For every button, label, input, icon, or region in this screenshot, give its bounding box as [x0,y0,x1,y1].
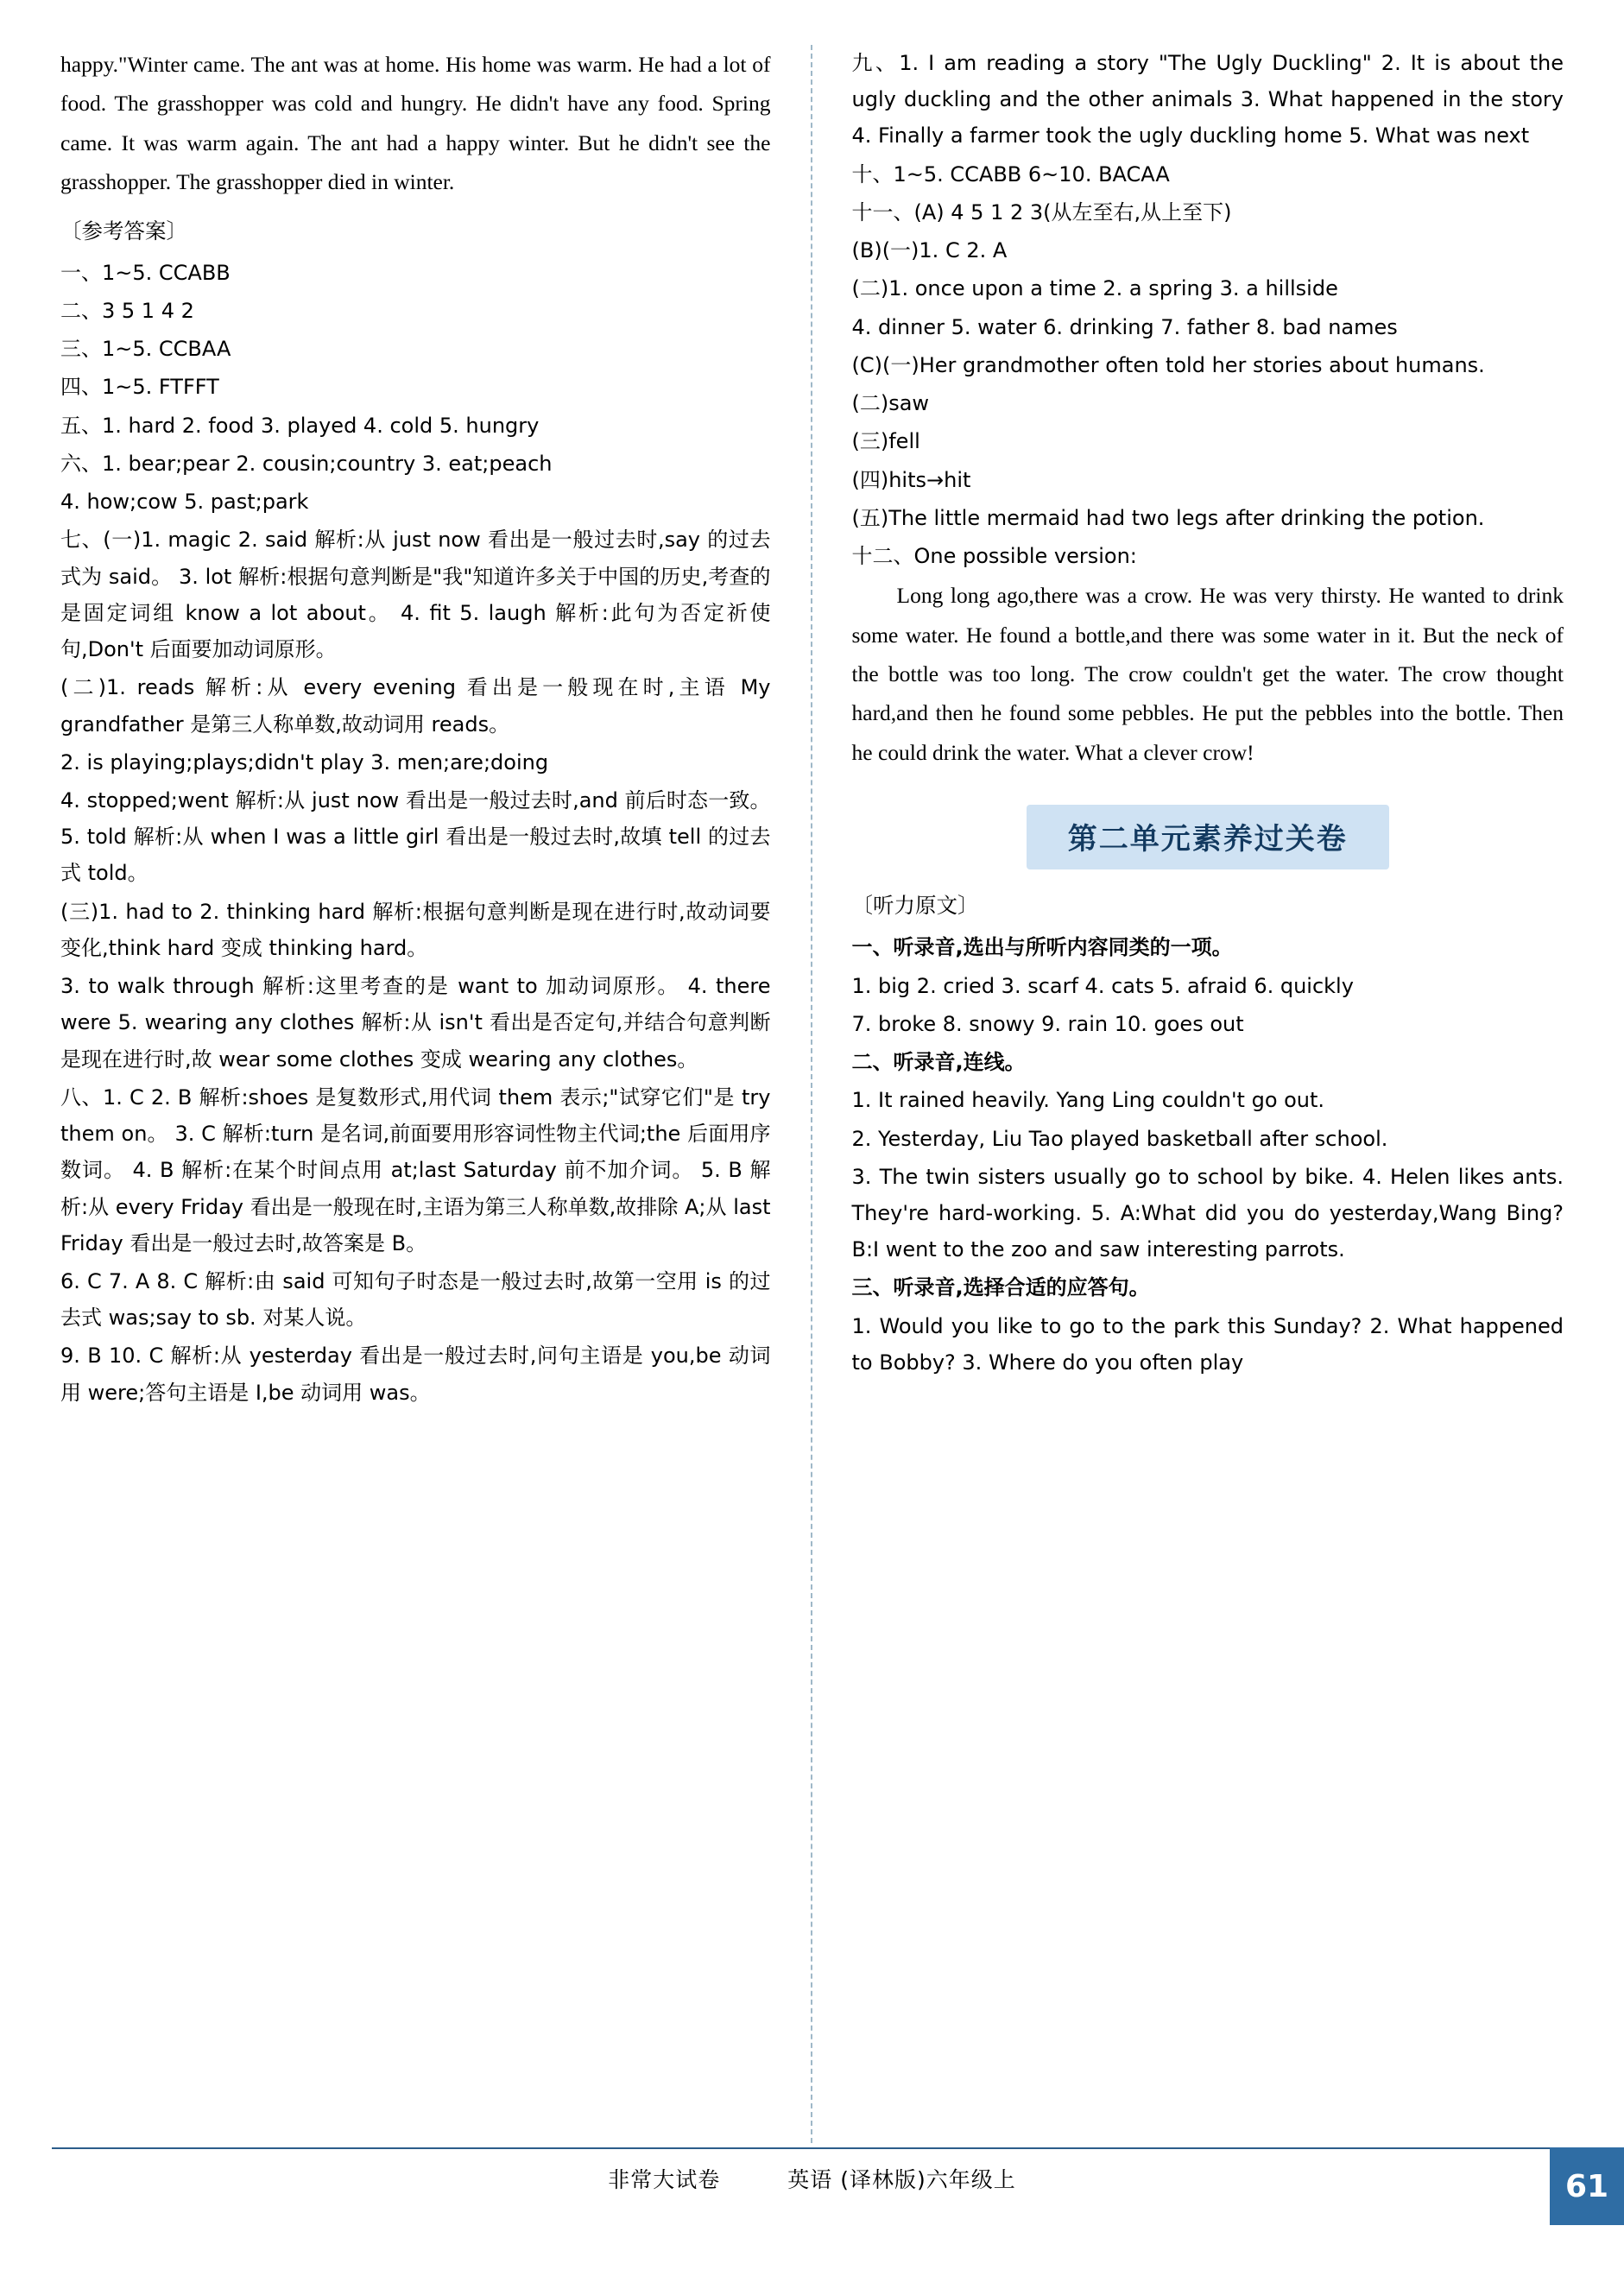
answer-item: 4. how;cow 5. past;park [60,490,309,515]
answer-item: 四、1~5. FTFFT [60,375,219,400]
answer-item: (C)(一)Her grandmother often told her stories about humans. [851,352,1485,377]
answer-item: (二)1. reads 解析:从 every evening 看出是一般现在时,主语 My grandfather 是第三人称单数,故动词用 reads。 [60,675,771,737]
footer-title: 非常大试卷 [608,2167,721,2192]
footer-info [0,2163,1624,2194]
listening-script-heading: 〔听力原文〕 [851,893,979,919]
answer-item: 6. C 7. A 8. C 解析:由 said 可知句子时态是一般过去时,故第一空用 is 的过去式 was;say to sb. 对某人说。 [60,1269,771,1331]
two-column-layout [52,45,1572,2143]
answer-item: (二)1. once upon a time 2. a spring 3. a hillside [851,276,1338,301]
answer-item: 一、1~5. CCABB [60,260,231,285]
listening-item: 2. Yesterday, Liu Tao played basketball after school. [851,1126,1388,1151]
answer-item: (五)The little mermaid had two legs after drinking the potion. [851,505,1485,530]
unit-section-title [852,805,1564,869]
answer-item: 十、1~5. CCABB 6~10. BACAA [851,161,1170,187]
answer-item: (三)fell [851,429,920,454]
left-column [52,45,812,2143]
page-footer [0,2147,1624,2225]
answer-item: 九、1. I am reading a story "The Ugly Duckling" 2. It is about the ugly duckling and the other animals 3. What happened in the story 4. Finally a farmer took the ugly duckling home 5. What was next [851,51,1564,149]
footer-divider [52,2147,1572,2149]
footer-edition: (译林版)六年级上 [840,2167,1016,2192]
listening-item: 1. It rained heavily. Yang Ling couldn't go out. [851,1088,1325,1113]
answer-item: 2. is playing;plays;didn't play 3. men;are;doing [60,749,549,775]
answer-item: 4. stopped;went 解析:从 just now 看出是一般过去时,and 前后时态一致。 5. told 解析:从 when I was a little girl 看出是一般过去时,故填 tell 的过去式 told。 [60,787,771,886]
answer-item: 八、1. C 2. B 解析:shoes 是复数形式,用代词 them 表示;"试穿它们"是 try them on。 3. C 解析:turn 是名词,前面要用形容词性物主代词;the 后面用序数词。 4. B 解析:在某个时间点用 at;last Saturday 前不加介词。 5. B 解析:从 every Friday 看出是一般现在时,主语为第三人称单数,故排除 A;从 last Friday 看出是一般过去时,故答案是 B。 [60,1084,771,1255]
answer-item: (二)saw [851,391,930,416]
footer-subject: 英语 [787,2167,833,2192]
answer-item: 9. B 10. C 解析:从 yesterday 看出是一般过去时,问句主语是 you,be 动词用 were;答句主语是 I,be 动词用 was。 [60,1344,771,1405]
answers-heading: 〔参考答案〕 [60,218,187,243]
answer-item: 三、1~5. CCBAA [60,337,231,362]
answer-item: 3. to walk through 解析:这里考查的是 want to 加动词原形。 4. there were 5. wearing any clothes 解析:从 isn't 看出是否定句,并结合句意判断是现在进行时,故 wear some clothes 变成 wearing any clothes。 [60,974,771,1072]
listening-item: 1. big 2. cried 3. scarf 4. cats 5. afraid 6. quickly [851,973,1354,998]
reading-passage: happy."Winter came. The ant was at home. His home was warm. He had a lot of food. The grasshopper was cold and hungry. He didn't have any food. Spring came. It was warm again. The ant had a happy winter. But he didn't see the grasshopper. The grasshopper died in winter. [60,52,771,195]
answer-item: (B)(一)1. C 2. A [851,238,1008,263]
answer-item: 十二、One possible version: [851,544,1137,569]
answer-item: 五、1. hard 2. food 3. played 4. cold 5. hungry [60,413,540,438]
right-column [812,45,1573,2143]
listening-item: 3. The twin sisters usually go to school by bike. 4. Helen likes ants. They're hard-working. 5. A:What did you do yesterday,Wang Bing? B:I went to the zoo and saw interesting parrots. [851,1164,1564,1262]
answer-item: (三)1. had to 2. thinking hard 解析:根据句意判断是现在进行时,故动词要变化,think hard 变成 thinking hard。 [60,899,771,960]
unit-section-title-text: 第二单元素养过关卷 [1027,805,1389,869]
listening-item: 7. broke 8. snowy 9. rain 10. goes out [851,1011,1244,1036]
listening-task-heading: 三、听录音,选择合适的应答句。 [851,1275,1150,1300]
answer-item: 六、1. bear;pear 2. cousin;country 3. eat;peach [60,451,553,476]
listening-item: 1. Would you like to go to the park this Sunday? 2. What happened to Bobby? 3. Where do you often play [851,1313,1564,1375]
answer-item: (四)hits→hit [851,467,971,492]
answer-item: 七、(一)1. magic 2. said 解析:从 just now 看出是一般过去时,say 的过去式为 said。 3. lot 解析:根据句意判断是"我"知道许多关于中国的历史,考查的是固定词组 know a lot about。 4. fit 5. laugh 解析:此句为否定祈使句,Don't 后面要加动词原形。 [60,528,771,662]
listening-task-heading: 二、听录音,连线。 [851,1050,1026,1075]
answer-item: 二、3 5 1 4 2 [60,298,194,323]
composition-text: Long long ago,there was a crow. He was very thirsty. He wanted to drink some water. He found a bottle,and there was some water in it. But the neck of the bottle was too long. The crow couldn't get the water. The crow thought hard,and then he found some pebbles. He put the pebbles into the bottle. Then he could drink the water. What a clever crow! [851,583,1564,765]
page-number: 61 [1550,2147,1624,2225]
answer-item: 4. dinner 5. water 6. drinking 7. father 8. bad names [851,314,1398,339]
answer-item: 十一、(A) 4 5 1 2 3(从左至右,从上至下) [851,199,1232,224]
listening-task-heading: 一、听录音,选出与所听内容同类的一项。 [851,935,1233,960]
